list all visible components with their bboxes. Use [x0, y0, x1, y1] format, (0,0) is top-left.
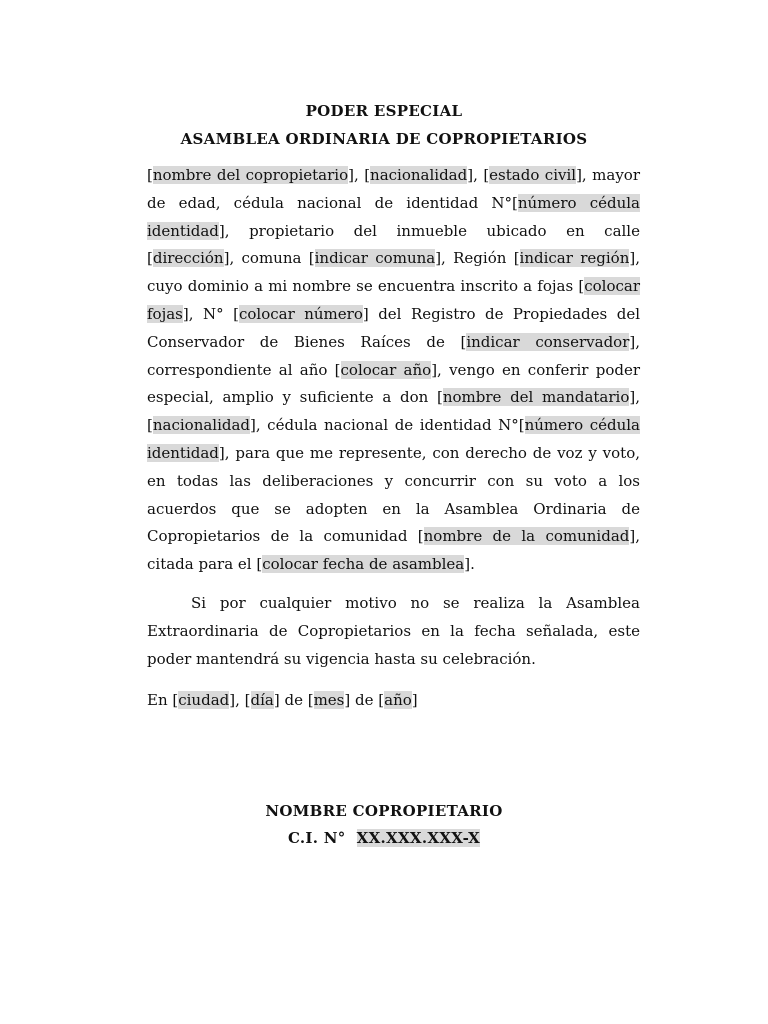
placeholder-field: mes	[313, 691, 345, 709]
placeholder-field: año	[384, 691, 412, 709]
placeholder-field: colocar fojas	[147, 277, 640, 323]
placeholder-field: indicar comuna	[314, 249, 436, 268]
placeholder-field: estado civil	[489, 166, 577, 184]
static-text: ], [	[467, 166, 490, 184]
static-text: ], comuna [	[223, 249, 315, 268]
static-text: En [	[147, 691, 179, 709]
static-text: ], vengo en conferir poder especial, amplio y suficiente a don [	[147, 360, 641, 407]
signature-name: NOMBRE COPROPIETARIO	[265, 802, 503, 820]
static-text: ], mayor de edad, cédula nacional de identidad N°[	[147, 166, 640, 212]
validity-paragraph: Si por cualquier motivo no se realiza la Asamblea Extraordinaria de Copropietarios en la fecha señalada, este poder mantendrá su vigencia hasta su celebración.	[147, 594, 640, 668]
static-text: ], citada para el [	[147, 527, 640, 574]
static-text: ], [	[229, 691, 251, 709]
placeholder-field: dirección	[152, 249, 224, 268]
static-text: ], para que me represente, con derecho de voz y voto, en todas las deliberaciones y concurrir con su voto a los acuerdos que se adopten en la Asamblea Ordinaria de Copropietarios de la comunidad [	[147, 443, 640, 546]
static-text: ], [	[348, 166, 371, 184]
document-title: PODER ESPECIAL	[305, 102, 463, 120]
static-text: ], [	[147, 388, 640, 435]
placeholder-field: colocar fecha de asamblea	[262, 555, 465, 574]
document-subtitle: ASAMBLEA ORDINARIA DE COPROPIETARIOS	[180, 130, 588, 148]
static-text: ], cédula nacional de identidad N°[	[250, 416, 525, 435]
placeholder-field: nacionalidad	[370, 166, 468, 184]
static-text: ], cuyo dominio a mi nombre se encuentra inscrito a fojas [	[147, 249, 640, 296]
main-paragraph: [nombre del copropietario], [nacionalidad], [estado civil], mayor de edad, cédula nacional de identidad N°[número cédula identidad], propietario del inmueble ubicado en calle [dirección], comuna [indicar comuna], Región [indicar región], cuyo dominio a mi nombre se encuentra inscrito a fojas [colocar fojas], N° [colocar número] del Registro de Propiedades del Conservador de Bienes Raíces de [indicar conservador], correspondiente al año [colocar año], vengo en conferir poder especial, amplio y suficiente a don [nombre del mandatario], [nacionalidad], cédula nacional de identidad N°[número cédula identidad], para que me represente, con derecho de voz y voto, en todas las deliberaciones y concurrir con su voto a los acuerdos que se adopten en la Asamblea Ordinaria de Copropietarios de la comunidad [nombre de la comunidad], citada para el [colocar fecha de asamblea].	[147, 166, 641, 574]
ci-label: C.I. N°	[287, 829, 346, 847]
signature-id	[0, 829, 768, 847]
static-text: ], N° [	[182, 304, 239, 323]
placeholder-field: día	[250, 691, 274, 709]
static-text: ], Región [	[435, 249, 520, 268]
placeholder-field: indicar conservador	[466, 332, 630, 351]
static-text: ] de [	[344, 691, 385, 709]
placeholder-field: nombre del copropietario	[152, 166, 349, 184]
placeholder-field: ciudad	[178, 691, 230, 709]
placeholder-field: nombre del mandatario	[442, 388, 630, 407]
placeholder-field: número cédula identidad	[147, 193, 640, 240]
placeholder-field: colocar número	[238, 304, 363, 323]
static-text: ] del Registro de Propiedades del Conservador de Bienes Raíces de [	[147, 304, 640, 351]
placeholder-field: nacionalidad	[152, 416, 251, 435]
placeholder-field: colocar año	[340, 360, 432, 379]
static-text: ], correspondiente al año [	[147, 332, 640, 379]
placeholder-field: número cédula identidad	[147, 416, 641, 462]
static-text: ], propietario del inmueble ubicado en calle [	[147, 221, 640, 268]
place-date-line	[147, 687, 640, 715]
ci-value-field: XX.XXX.XXX-X	[356, 829, 481, 847]
placeholder-field: nombre de la comunidad	[423, 527, 630, 546]
static-text: ]	[411, 691, 418, 709]
static-text: ].	[464, 555, 475, 574]
static-text: ] de [	[273, 691, 314, 709]
placeholder-field: indicar región	[519, 249, 630, 268]
